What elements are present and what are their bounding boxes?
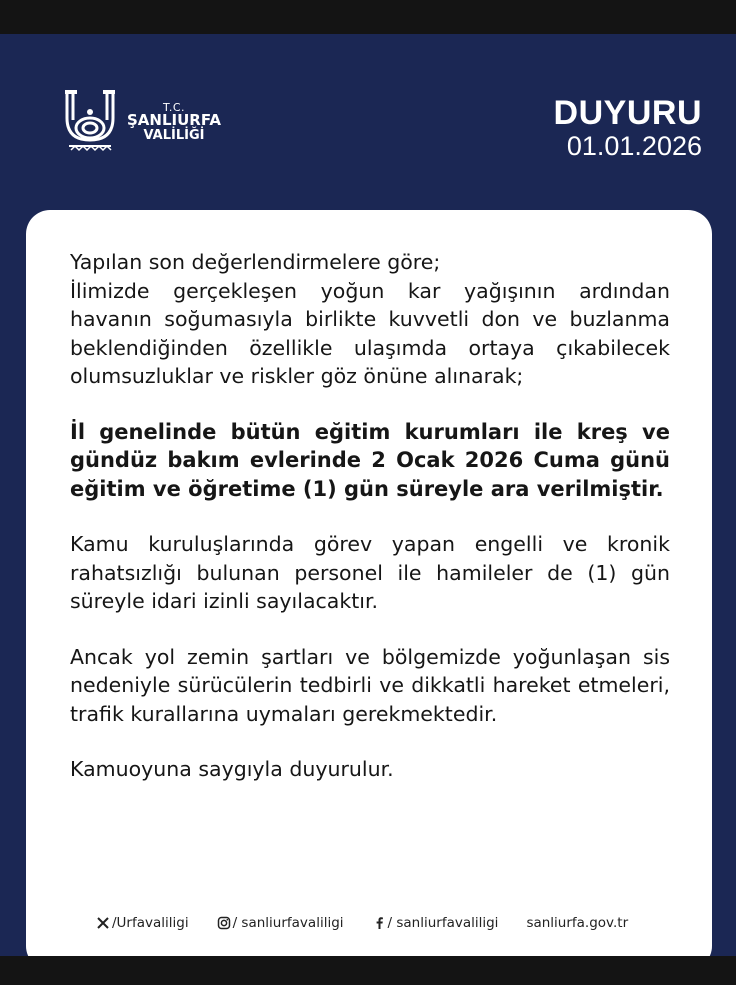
announcement-title: DUYURU: [553, 94, 702, 132]
paragraph-administrative-leave: Kamu kuruluşlarında görev yapan engelli ve kronik rahatsızlığı bulunan personel ile hamileler de (1) gün süreyle idari izinli sayılacaktır.: [70, 532, 670, 613]
governorship-logo: [63, 90, 221, 154]
intro-line: Yapılan son değerlendirmelere göre;: [70, 250, 441, 274]
website-url: sanliurfa.gov.tr: [526, 915, 629, 931]
facebook-handle: / sanliurfavaliligi: [387, 915, 499, 931]
instagram-link[interactable]: [217, 915, 344, 931]
announcement-body: [70, 248, 670, 784]
announcement-poster: [0, 34, 736, 956]
x-link[interactable]: [96, 915, 189, 931]
announcement-date: 01.01.2026: [566, 131, 702, 161]
announcement-card: [26, 210, 712, 956]
website-link[interactable]: [526, 915, 628, 931]
facebook-link[interactable]: [372, 915, 499, 931]
instagram-icon: [217, 916, 231, 930]
x-handle: /Urfavaliligi: [112, 915, 189, 931]
logo-line-city: ŞANLIURFA: [127, 111, 221, 130]
logo-line-office: VALİLİĞİ: [143, 127, 205, 143]
facebook-icon: [372, 916, 386, 930]
paragraph-school-closure: İl genelinde bütün eğitim kurumları ile kreş ve gündüz bakım evlerinde 2 Ocak 2026 Cuma günü eğitim ve öğretime (1) gün süreyle ara verilmiştir.: [70, 419, 670, 501]
logo-text: [127, 102, 221, 143]
x-icon: [96, 916, 110, 930]
governorship-emblem-icon: [63, 90, 117, 154]
logo-line-tc: T.C.: [162, 100, 186, 114]
closing-line: Kamuoyuna saygıyla duyurulur.: [70, 757, 394, 781]
paragraph-traffic-warning: Ancak yol zemin şartları ve bölgemizde yoğunlaşan sis nedeniyle sürücülerin tedbirli ve dikkatli hareket etmeleri, trafik kurallarına uymaları gerekmektedir.: [70, 644, 670, 726]
announcement-heading: [554, 96, 702, 162]
paragraph-context: İlimizde gerçekleşen yoğun kar yağışının ardından havanın soğumasıyla birlikte kuvvetli don ve buzlanma beklendiğinden özellikle ulaşımda ortaya çıkabilecek olumsuzluklar ve riskler göz önüne alınarak;: [70, 278, 670, 388]
instagram-handle: / sanliurfavaliligi: [232, 915, 344, 931]
social-footer: [96, 915, 628, 931]
